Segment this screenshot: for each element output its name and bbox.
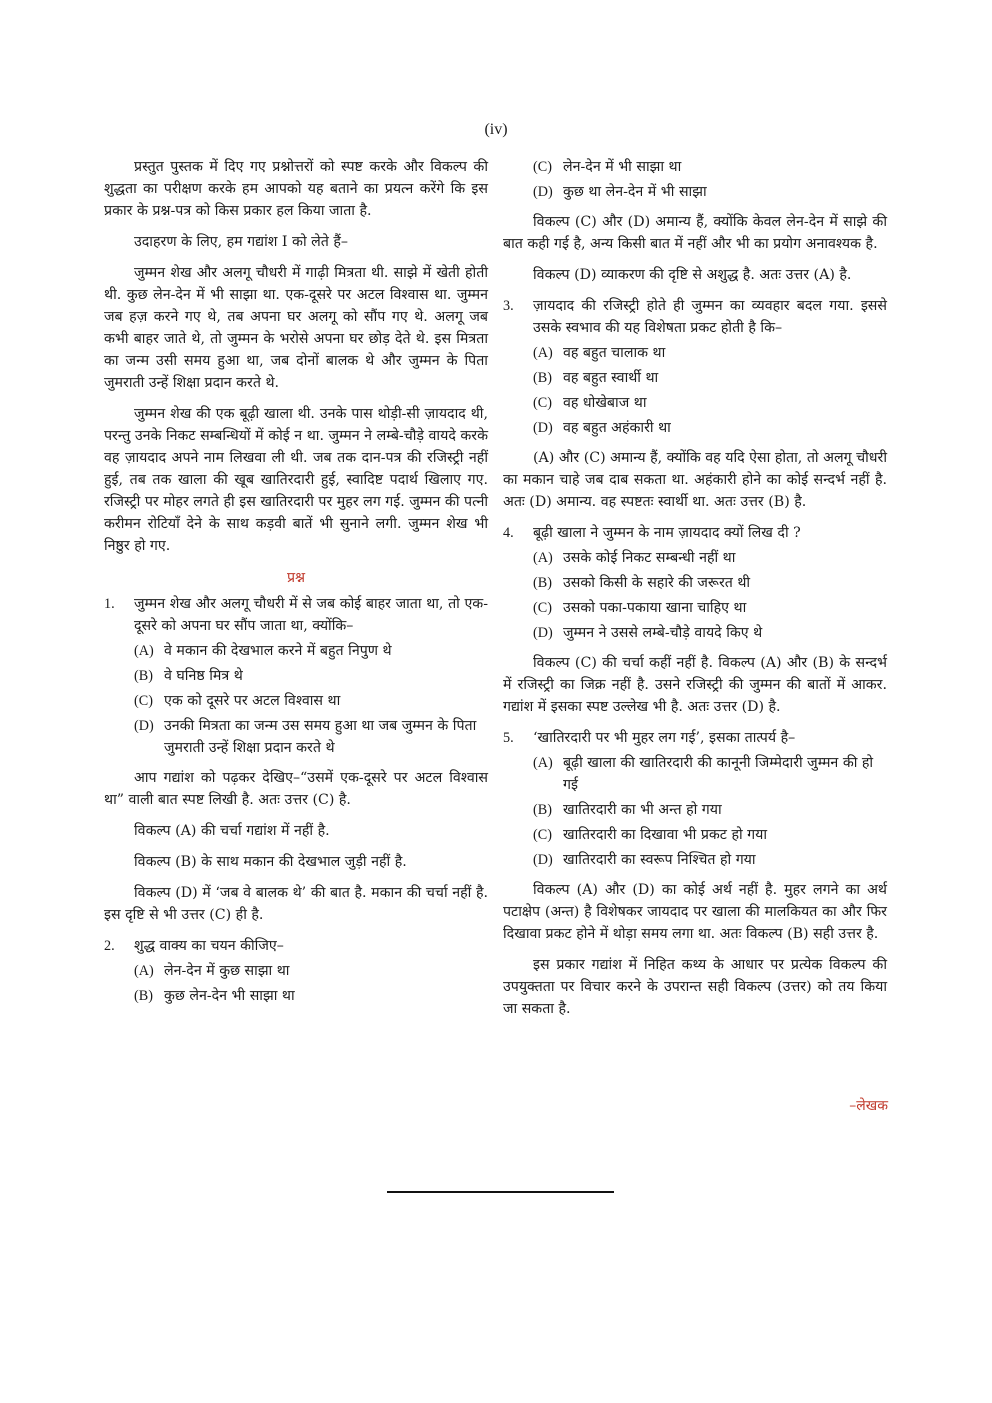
option-text: कुछ था लेन-देन में भी साझा <box>563 184 707 200</box>
option-text: खातिरदारी का भी अन्त हो गया <box>563 802 722 818</box>
intro-paragraph: प्रस्तुत पुस्तक में दिए गए प्रश्नोत्तरों को स्पष्ट करके और विकल्प की शुद्धता का परीक्षण करके हम आपको यह बताने का प्रयत्न करेंगे कि इस प्रकार के प्रश्न-पत्र को किस प्रकार हल किया जाता है. <box>104 159 488 219</box>
option-label: (A) <box>533 755 553 771</box>
option-label: (D) <box>533 420 553 436</box>
option <box>134 960 488 982</box>
option-text: बूढ़ी खाला की खातिरदारी की कानूनी जिम्मेदारी जुम्मन की हो गई <box>563 755 874 793</box>
explanation: विकल्प (B) के साथ मकान की देखभाल जुड़ी नहीं है. <box>134 854 407 870</box>
option <box>533 622 887 644</box>
option <box>533 752 887 796</box>
question-4-options <box>533 547 887 644</box>
question-2-options-continued <box>533 156 887 203</box>
option-label: (B) <box>134 668 153 684</box>
option-text: लेन-देन में कुछ साझा था <box>164 963 290 979</box>
option-label: (C) <box>533 600 552 616</box>
question-3 <box>503 295 887 339</box>
explanation: विकल्प (D) व्याकरण की दृष्टि से अशुद्ध है. अतः उत्तर (A) है. <box>533 267 852 283</box>
option <box>134 690 488 712</box>
option-label: (C) <box>533 395 552 411</box>
option-label: (B) <box>533 370 552 386</box>
question-5 <box>503 727 887 749</box>
right-column <box>503 156 887 1029</box>
option-text: वह बहुत चालाक था <box>563 345 666 361</box>
option-text: वे मकान की देखभाल करने में बहुत निपुण थे <box>164 643 392 659</box>
author-signature: –लेखक <box>849 1098 888 1114</box>
option-text: उसको पका-पकाया खाना चाहिए था <box>563 600 747 616</box>
option-text: वह बहुत स्वार्थी था <box>563 370 659 386</box>
explanation: विकल्प (C) और (D) अमान्य हैं, क्योंकि केवल लेन-देन में साझे की बात कही गई है, अन्य किसी बात में नहीं और भी का प्रयोग अनावश्यक है. <box>503 214 887 252</box>
option-text: उसको किसी के सहारे की जरूरत थी <box>563 575 751 591</box>
option-text: लेन-देन में भी साझा था <box>563 159 682 175</box>
question-5-options <box>533 752 887 871</box>
explanation: विकल्प (D) में ‘जब वे बालक थे’ की बात है. मकान की चर्चा नहीं है. इस दृष्टि से भी उत्तर (C) ही है. <box>104 885 488 923</box>
explanation: विकल्प (A) की चर्चा गद्यांश में नहीं है. <box>134 823 330 839</box>
option-text: एक को दूसरे पर अटल विश्वास था <box>164 693 341 709</box>
explanation: (A) और (C) अमान्य हैं, क्योंकि वह यदि ऐसा होता, तो अलगू चौधरी का मकान चाहे जब दाब सकता था. अहंकारी होने का कोई सन्दर्भ नहीं है. अतः (D) अमान्य. वह स्पष्टतः स्वार्थी था. अतः उत्तर (B) है. <box>503 450 887 510</box>
end-rule <box>387 1191 614 1193</box>
option-label: (B) <box>533 575 552 591</box>
question-text: ‘खातिरदारी पर भी मुहर लग गई’, इसका तात्पर्य है– <box>533 730 796 746</box>
explanation: विकल्प (A) और (D) का कोई अर्थ नहीं है. मुहर लगने का अर्थ पटाक्षेप (अन्त) है विशेषकर जायदाद पर खाला की मालकियत का और फिर दिखावा प्रकट होने में थोड़ा समय लगा था. अतः विकल्प (B) सही उत्तर है. <box>503 882 887 942</box>
option-label: (C) <box>533 827 552 843</box>
question-text: बूढ़ी खाला ने जुम्मन के नाम ज़ायदाद क्यों लिख दी ? <box>533 525 801 541</box>
explanation: विकल्प (C) की चर्चा कहीं नहीं है. विकल्प (A) और (B) के सन्दर्भ में रजिस्ट्री का जिक्र नहीं है. उसने रजिस्ट्री की जुम्मन की बातों में आकर. गद्यांश में इसका स्पष्ट उल्लेख भी है. अतः उत्तर (D) है. <box>503 655 887 715</box>
option <box>134 665 488 687</box>
option <box>533 597 887 619</box>
option <box>533 799 887 821</box>
question-text: जुम्मन शेख और अलगू चौधरी में से जब कोई बाहर जाता था, तो एक-दूसरे को अपना घर सौंप जाता था, क्योंकि– <box>134 596 488 634</box>
option-label: (A) <box>533 345 553 361</box>
question-3-options <box>533 342 887 439</box>
option-label: (C) <box>134 693 153 709</box>
option-text: वह बहुत अहंकारी था <box>563 420 671 436</box>
option <box>134 985 488 1007</box>
option <box>533 156 887 178</box>
option-label: (D) <box>533 852 553 868</box>
option-text: जुम्मन ने उससे लम्बे-चौड़े वायदे किए थे <box>563 625 763 641</box>
example-line: उदाहरण के लिए, हम गद्यांश I को लेते हैं– <box>134 234 348 250</box>
page-number: (iv) <box>484 121 508 138</box>
option <box>533 824 887 846</box>
option <box>134 715 488 759</box>
question-4 <box>503 522 887 544</box>
question-text: ज़ायदाद की रजिस्ट्री होते ही जुम्मन का व्यवहार बदल गया. इससे उसके स्वभाव की यह विशेषता प्रकट होती है कि– <box>533 298 887 336</box>
option <box>533 417 887 439</box>
conclusion-paragraph: इस प्रकार गद्यांश में निहित कथ्य के आधार पर प्रत्येक विकल्प की उपयुक्तता पर विचार करने के उपरान्त सही विकल्प (उत्तर) को तय किया जा सकता है. <box>503 957 887 1017</box>
option <box>533 572 887 594</box>
passage-paragraph-2: जुम्मन शेख की एक बूढ़ी खाला थी. उनके पास थोड़ी-सी ज़ायदाद थी, परन्तु उनके निकट सम्बन्धियों में कोई न था. जुम्मन ने लम्बे-चौड़े वायदे करके वह ज़ायदाद अपने नाम लिखवा ली थी. जब तक दान-पत्र की रजिस्ट्री नहीं हुई, तब तक खाला की खूब खातिरदारी हुई, स्वादिष्ट पदार्थ खिलाए गए. रजिस्ट्री पर मोहर लगते ही इस खातिरदारी पर मुहर लग गई. जुम्मन की पत्नी करीमन रोटियाँ देने के साथ कड़वी बातें भी सुनाने लगी. जुम्मन शेख भी निष्ठुर हो गए. <box>104 406 488 554</box>
question-1-options <box>134 640 488 759</box>
question-text: शुद्ध वाक्य का चयन कीजिए– <box>134 938 284 954</box>
option-label: (B) <box>533 802 552 818</box>
question-number: 5. <box>503 730 514 746</box>
question-1 <box>104 593 488 637</box>
option-label: (A) <box>134 643 154 659</box>
option-text: वे घनिष्ठ मित्र थे <box>164 668 243 684</box>
explanation: आप गद्यांश को पढ़कर देखिए–“उसमें एक-दूसरे पर अटल विश्वास था” वाली बात स्पष्ट लिखी है. अतः उत्तर (C) है. <box>104 770 488 808</box>
option-label: (B) <box>134 988 153 1004</box>
option-label: (A) <box>134 963 154 979</box>
option-label: (D) <box>134 718 154 734</box>
option-label: (D) <box>533 625 553 641</box>
option <box>533 342 887 364</box>
option <box>533 392 887 414</box>
option-text: कुछ लेन-देन भी साझा था <box>164 988 295 1004</box>
question-2-options <box>134 960 488 1007</box>
option-text: वह धोखेबाज था <box>563 395 647 411</box>
option-text: उनकी मित्रता का जन्म उस समय हुआ था जब जुम्मन के पिता जुमराती उन्हें शिक्षा प्रदान करते थे <box>164 718 477 756</box>
questions-heading: प्रश्न <box>286 570 306 586</box>
passage-paragraph-1: जुम्मन शेख और अलगू चौधरी में गाढ़ी मित्रता थी. साझे में खेती होती थी. कुछ लेन-देन में भी साझा था. एक-दूसरे पर अटल विश्वास था. जुम्मन जब हज़ करने गए थे, तब अपना घर अलगू को सौंप गए थे. अलगू जब कभी बाहर जाते थे, तो जुम्मन के भरोसे अपना घर छोड़ देते थे. इस मित्रता का जन्म उसी समय हुआ था, जब दोनों बालक थे और जुम्मन के पिता जुमराती उन्हें शिक्षा प्रदान करते थे. <box>104 265 488 391</box>
option <box>533 849 887 871</box>
option-label: (D) <box>533 184 553 200</box>
option <box>533 367 887 389</box>
option-text: खातिरदारी का स्वरूप निश्चित हो गया <box>563 852 756 868</box>
left-column <box>104 156 488 1015</box>
option-label: (A) <box>533 550 553 566</box>
option-text: खातिरदारी का दिखावा भी प्रकट हो गया <box>563 827 768 843</box>
question-number: 3. <box>503 298 514 314</box>
option <box>134 640 488 662</box>
question-number: 4. <box>503 525 514 541</box>
option-label: (C) <box>533 159 552 175</box>
question-number: 1. <box>104 596 115 612</box>
question-2 <box>104 935 488 957</box>
option <box>533 547 887 569</box>
option <box>533 181 887 203</box>
question-number: 2. <box>104 938 115 954</box>
option-text: उसके कोई निकट सम्बन्धी नहीं था <box>563 550 736 566</box>
